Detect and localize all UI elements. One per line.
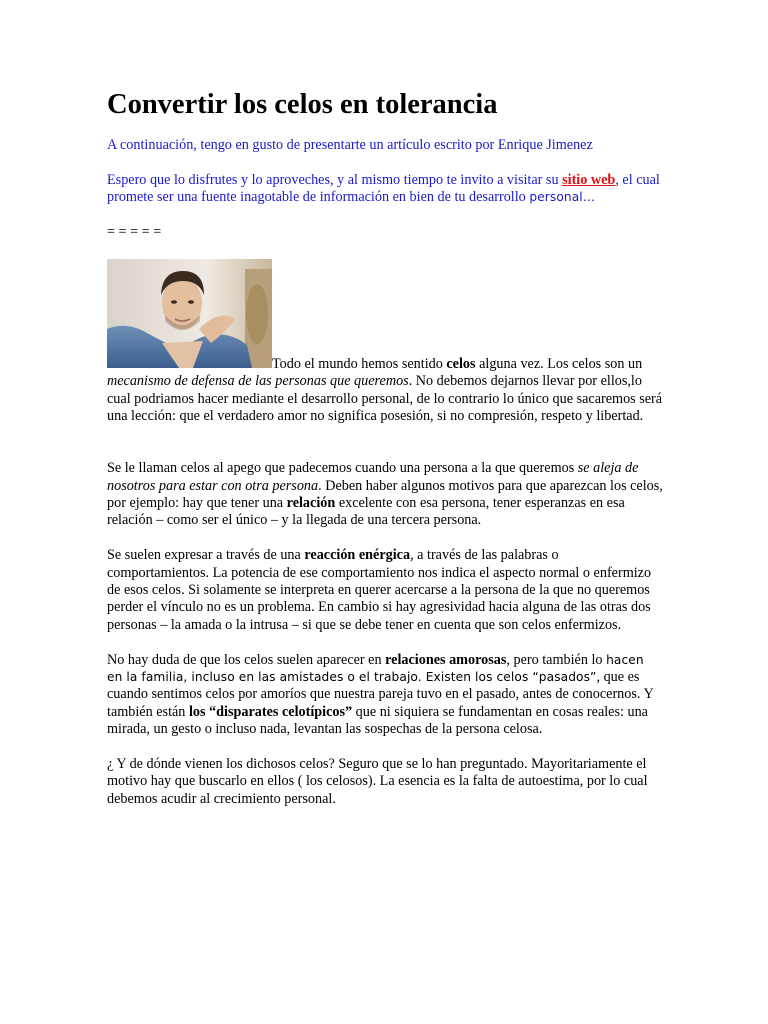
website-link[interactable]: sitio web	[562, 171, 616, 188]
invite-text: Espero que lo disfrutes y lo aproveches, y al mismo tiempo te invito a visitar su	[107, 171, 563, 188]
separator: = = = = =	[107, 224, 162, 240]
paragraph-4: No hay duda de que los celos suelen aparecer en relaciones amorosas, pero también lo hacen en la familia, incluso en las amistades o el trabajo. Existen los celos “pasados”, que es cuando sentimos celos por amoríos que nuestra pareja tuvo en el pasado, antes de conocernos. Y también están los “disparates celotípicos” que ni siquiera se fundamentan en cosas reales: una mirada, un gesto o incluso nada, levantan las sospechas de la persona celosa.	[107, 651, 654, 738]
invite-paragraph	[107, 172, 663, 207]
invite-text-cont: , el cual promete ser una fuente inagotable de información en bien de tu desarrollo	[107, 171, 660, 206]
page-title: Convertir los celos en tolerancia	[107, 89, 498, 120]
paragraph-2: Se le llaman celos al apego que padecemos cuando una persona a la que queremos se aleja de nosotros para estar con otra persona. Deben haber algunos motivos para que aparezcan los celos, por ejemplo: hay que tener una relación excelente con esa persona, tener esperanzas en esa relación – como ser el único – y la llegada de una tercera persona.	[107, 460, 663, 529]
intro-paragraph: A continuación, tengo en gusto de presentarte un artículo escrito por Enrique Jimenez	[107, 137, 593, 153]
paragraph-3: Se suelen expresar a través de una reacción enérgica, a través de las palabras o comportamientos. La potencia de ese comportamiento nos indica el aspecto normal o enfermizo de esos celos. Si solamente se interpreta en querer acercarse a la persona de la que no queremos perder el vínculo no es un problema. En cambio si hay agresividad hacia alguna de las otras dos personas – la amada o la intrusa – si que se debe tener en cuenta que son celos enfermizos.	[107, 547, 652, 633]
author-photo	[107, 259, 272, 368]
paragraph-1: Todo el mundo hemos sentido celos alguna vez. Los celos son un mecanismo de defensa de las personas que queremos. No debemos dejarnos llevar por ellos,lo cual podriamos hacer mediante el desarrollo personal, de lo contrario lo único que sacaremos será una lección: que el verdadero amor no significa posesión, si no compresión, respeto y libertad.	[107, 259, 663, 426]
article	[107, 88, 663, 826]
invite-tail: personal…	[529, 190, 596, 205]
paragraph-5: ¿ Y de dónde vienen los dichosos celos? Seguro que se lo han preguntado. Mayoritariamente el motivo hay que buscarlo en ellos ( los celosos). La esencia es la falta de autoestima, por lo cual debemos acudir al crecimiento personal.	[107, 756, 648, 807]
spacer	[107, 443, 663, 460]
